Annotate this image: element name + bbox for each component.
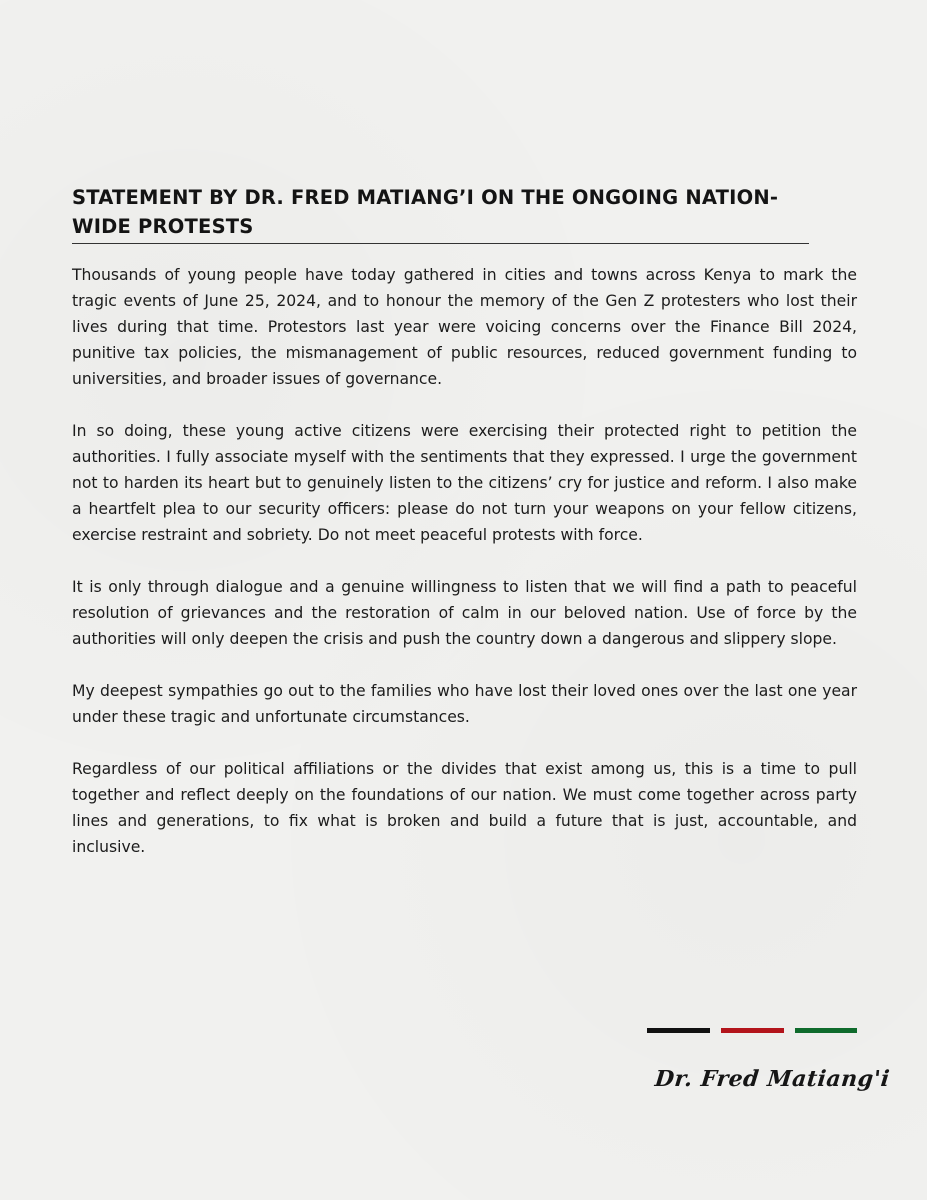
paragraph-2: In so doing, these young active citizens were exercising their protected right to petition the authorities. I fully associate myself with the sentiments that they expressed. I urge the government not to harden its heart but to genuinely listen to the citizens’ cry for justice and reform. I also make a heartfelt plea to our security officers: please do not turn your weapons on your fellow citizens, exercise restraint and sobriety. Do not meet peaceful protests with force. xyxy=(72,422,857,544)
flag-stripe-red xyxy=(721,1028,784,1033)
flag-stripe-green xyxy=(795,1028,857,1033)
flag-stripe-black xyxy=(647,1028,710,1033)
paragraph-5: Regardless of our political affiliations or the divides that exist among us, this is a time to pull together and reflect deeply on the foundations of our nation. We must come together across party lines and generations, to fix what is broken and build a future that is just, accountable, and inclusive. xyxy=(72,760,857,856)
paragraph-4: My deepest sympathies go out to the families who have lost their loved ones over the last one year under these tragic and unfortunate circumstances. xyxy=(72,682,857,726)
paragraph-3: It is only through dialogue and a genuine willingness to listen that we will find a path to peaceful resolution of grievances and the restoration of calm in our beloved nation. Use of force by the authorities will only deepen the crisis and push the country down a dangerous and slippery slope. xyxy=(72,578,857,648)
title-underline xyxy=(72,243,809,244)
statement-title: STATEMENT BY DR. FRED MATIANG’I ON THE ONGOING NATION-WIDE PROTESTS xyxy=(72,186,779,238)
paragraph-1: Thousands of young people have today gathered in cities and towns across Kenya to mark the tragic events of June 25, 2024, and to honour the memory of the Gen Z protesters who lost their lives during that time. Protestors last year were voicing concerns over the Finance Bill 2024, punitive tax policies, the mismanagement of public resources, reduced government funding to universities, and broader issues of governance. xyxy=(72,266,857,388)
signature: Dr. Fred Matiang'i xyxy=(653,1066,892,1092)
statement-body xyxy=(72,262,857,886)
